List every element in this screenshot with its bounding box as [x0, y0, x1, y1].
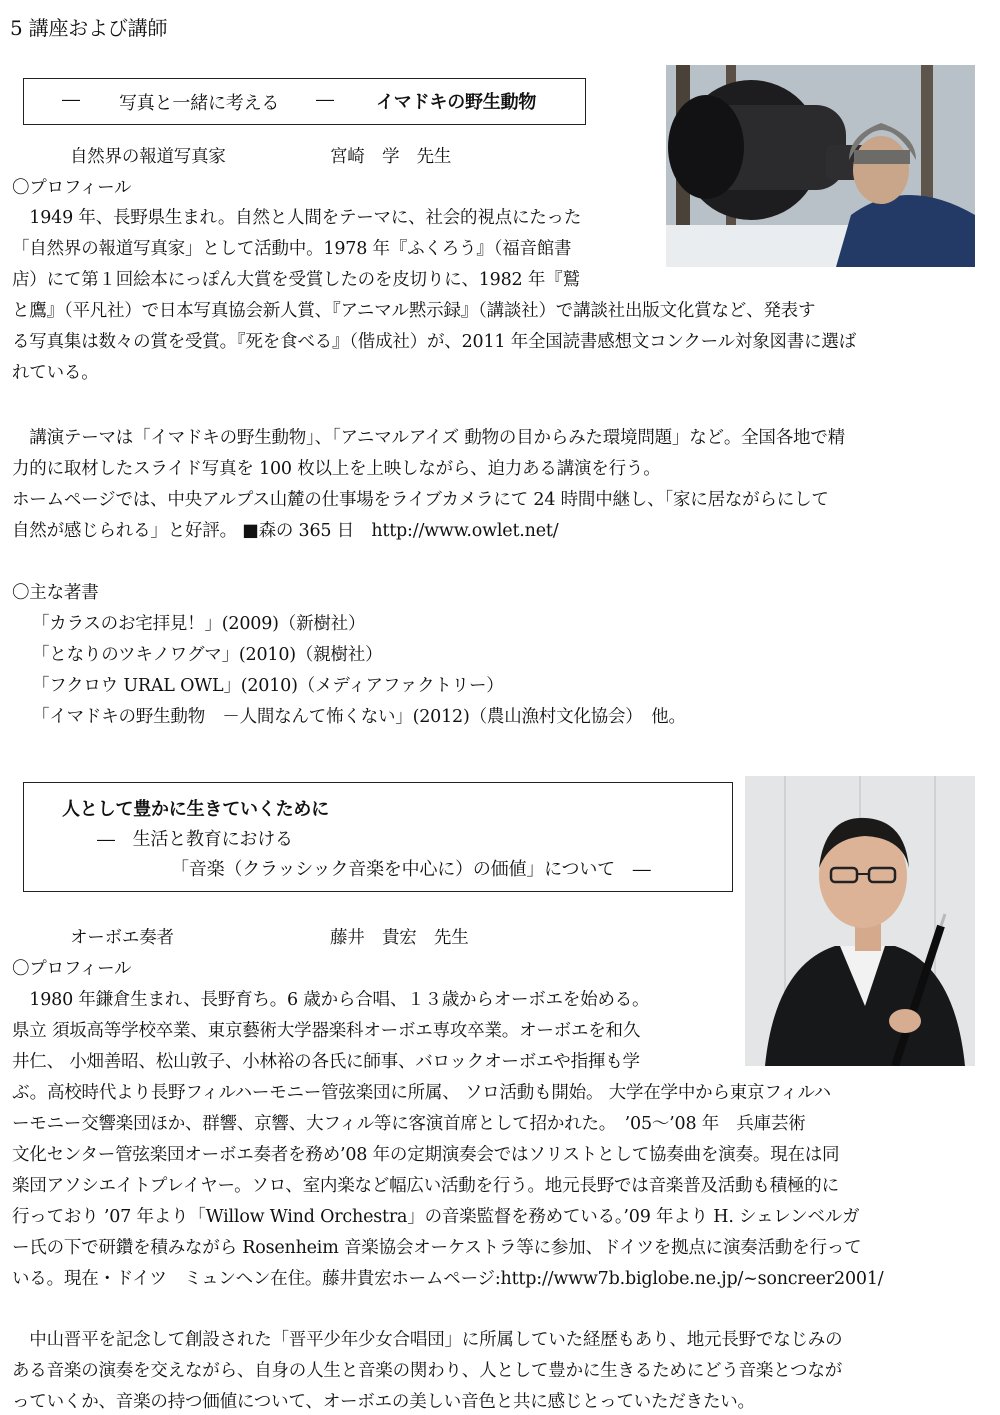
book-item: 「となりのツキノワグマ」(2010)（親樹社）: [32, 645, 383, 665]
lecture2-speaker-name: 藤井 貴宏 先生: [330, 928, 469, 948]
lecture2-profile-line: 行っており ’07 年より「Willow Wind Orchestra」の音楽監督を務めている。’09 年より H. シェレンベルガ: [12, 1207, 860, 1227]
lecture1-profile-heading: 〇プロフィール: [12, 178, 132, 198]
lecture1-speaker-name: 宮崎 学 先生: [330, 147, 452, 167]
lecture1-speaker-photo: [666, 65, 975, 267]
lecture1-talk-line: ホームページでは、中央アルプス山麓の仕事場をライブカメラにて 24 時間中継し、「家に居ながらにして: [12, 490, 829, 510]
lecture2-subtitle-line1: ― 生活と教育における: [97, 829, 293, 850]
book-item: 「フクロウ URAL OWL」(2010)（メディアファクトリー）: [32, 676, 504, 696]
lecture2-profile-line: ー氏の下で研鑽を積みながら Rosenheim 音楽協会オーケストラ等に参加、ドイツを拠点に演奏活動を行って: [12, 1238, 862, 1258]
lecture1-talk-line: 自然が感じられる」と好評。 ■森の 365 日 http://www.owlet.net/: [12, 521, 559, 541]
photographer-image: [666, 65, 975, 267]
lecture2-profile-line: ーモニー交響楽団ほか、群響、京響、大フィル等に客演首席として招かれた。 ’05～’08 年 兵庫芸術: [12, 1114, 806, 1134]
lecture1-profile-line: 1949 年、長野県生まれ。自然と人間をテーマに、社会的視点にたった: [12, 208, 582, 228]
lecture1-speaker-role: 自然界の報道写真家: [70, 147, 226, 167]
lecture2-subtitle-line2: 「音楽（クラッシック音楽を中心に）の価値」について ―: [171, 859, 651, 880]
lecture1-profile-line: る写真集は数々の賞を受賞。『死を食べる』（偕成社）が、2011 年全国読書感想文コンクール対象図書に選ば: [12, 332, 856, 352]
lecture2-profile-line: 文化センター管弦楽団オーボエ奏者を務め’08 年の定期演奏会ではソリストとして協奏曲を演奏。現在は同: [12, 1145, 840, 1165]
lecture2-talk-line: っていくか、音楽の持つ価値について、オーボエの美しい音色と共に感じとっていただきたい。: [12, 1392, 755, 1412]
lecture1-title-box: [23, 78, 586, 125]
lecture1-profile-line: 「自然界の報道写真家」として活動中。1978 年『ふくろう』（福音館書: [12, 239, 572, 259]
lecture2-profile-line: 1980 年鎌倉生まれ、長野育ち。6 歳から合唱、１３歳からオーボエを始める。: [12, 990, 650, 1010]
lecture2-profile-line: 井仁、 小畑善昭、松山敦子、小林裕の各氏に師事、バロックオーボエや指揮も学: [12, 1052, 640, 1072]
lecture1-profile-line: と鷹』（平凡社）で日本写真協会新人賞、『アニマル黙示録』（講談社）で講談社出版文化賞など、発表す: [12, 301, 816, 321]
lecture2-profile-line: 県立 須坂高等学校卒業、東京藝術大学器楽科オーボエ専攻卒業。オーボエを和久: [12, 1021, 641, 1041]
lecture1-talk-line: 講演テーマは「イマドキの野生動物」、「アニマルアイズ 動物の目からみた環境問題」など。全国各地で精: [12, 428, 845, 448]
book-item: 「カラスのお宅拝見！」(2009)（新樹社）: [32, 614, 366, 634]
section-heading: 5 講座および講師: [10, 16, 168, 40]
lecture2-talk-line: ある音楽の演奏を交えながら、自身の人生と音楽の関わり、人として豊かに生きるためにどう音楽とつなが: [12, 1361, 843, 1381]
lecture2-profile-line: 楽団アソシエイトプレイヤー。ソロ、室内楽など幅広い活動を行う。地元長野では音楽普及活動も積極的に: [12, 1176, 839, 1196]
book-item: 「イマドキの野生動物 －人間なんて怖くない」(2012)（農山漁村文化協会） 他。: [32, 707, 686, 727]
lecture2-talk-line: 中山晋平を記念して創設された「晋平少年少女合唱団」に所属していた経歴もあり、地元長野でなじみの: [12, 1330, 843, 1350]
lecture1-profile-line: 店）にて第１回絵本にっぽん大賞を受賞したのを皮切りに、1982 年『鷲: [12, 270, 580, 290]
lecture2-title: 人として豊かに生きていくために: [62, 799, 329, 820]
lecture1-books-heading: 〇主な著書: [12, 583, 99, 603]
lecture2-speaker-photo: [745, 776, 975, 1066]
lecture2-profile-heading: 〇プロフィール: [12, 959, 132, 979]
lecture2-profile-line: いる。現在・ドイツ ミュンヘン在住。藤井貴宏ホームページ:http://www7b.biglobe.ne.jp/~soncreer2001/: [12, 1269, 884, 1289]
lecture2-title-box: [23, 782, 733, 892]
lecture1-subtitle: 写真と一緒に考える: [119, 93, 280, 114]
lecture1-talk-line: 力的に取材したスライド写真を 100 枚以上を上映しながら、迫力ある講演を行う。: [12, 459, 661, 479]
oboist-image: [745, 776, 975, 1066]
lecture2-speaker-role: オーボエ奏者: [70, 928, 174, 948]
lecture1-dash-left: ―: [62, 89, 80, 110]
lecture1-title: イマドキの野生動物: [376, 92, 537, 113]
lecture1-dash-right: ―: [316, 89, 334, 110]
lecture2-profile-line: ぶ。高校時代より長野フィルハーモニー管弦楽団に所属、 ソロ活動も開始。 大学在学中から東京フィルハ: [12, 1083, 831, 1103]
lecture1-profile-line: れている。: [12, 363, 99, 383]
